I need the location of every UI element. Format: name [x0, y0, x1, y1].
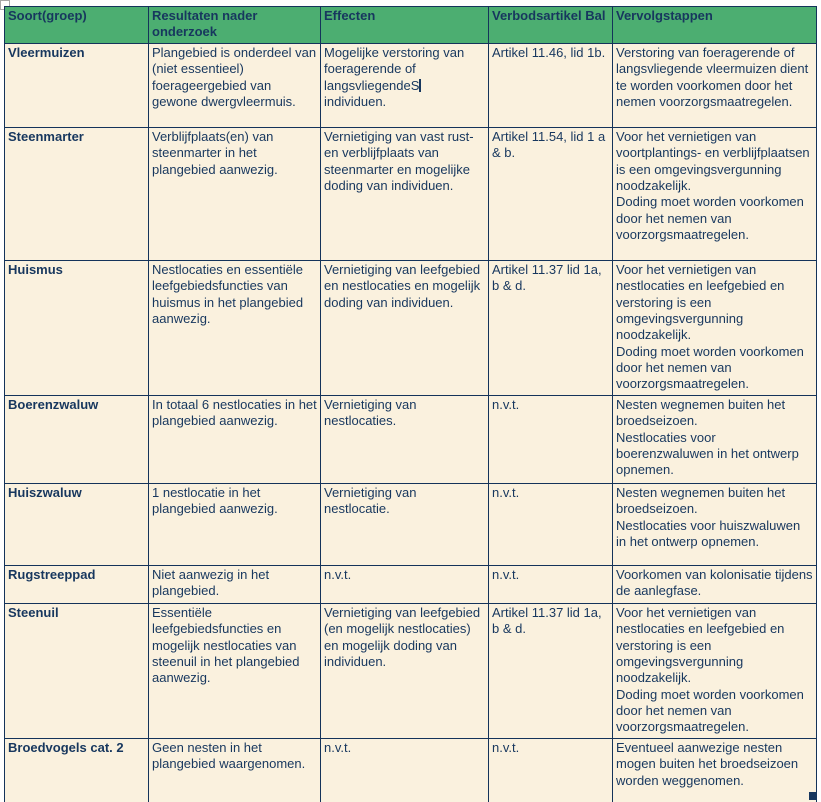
article-cell[interactable]: n.v.t.	[489, 565, 613, 603]
species-effects-table	[4, 6, 817, 802]
article-cell[interactable]: Artikel 11.37 lid 1a, b & d.	[489, 260, 613, 395]
results-cell[interactable]: In totaal 6 nestlocaties in het plangebied aanwezig.	[149, 395, 321, 483]
effects-cell[interactable]: Vernietiging van leefgebied (en mogelijk nestlocaties) en mogelijk doding van individuen.	[321, 603, 489, 738]
header-effecten[interactable]: Effecten	[321, 7, 489, 44]
followup-paragraph: Doding moet worden voorkomen door het nemen van voorzorgsmaatregelen.	[616, 686, 804, 735]
followup-cell[interactable]	[613, 483, 817, 565]
text-cursor	[419, 79, 421, 92]
table-row-broedvogels-cat-2	[5, 738, 817, 802]
effects-cell[interactable]: n.v.t.	[321, 565, 489, 603]
article-cell[interactable]: Artikel 11.54, lid 1 a & b.	[489, 127, 613, 260]
effects-cell[interactable]	[321, 43, 489, 127]
table-row-huiszwaluw	[5, 483, 817, 565]
followup-paragraph: Doding moet worden voorkomen door het nemen van voorzorgsmaatregelen.	[616, 194, 804, 242]
results-cell[interactable]: Essentiële leefgebiedsfuncties en mogelijk nestlocaties van steenuil in het plangebied aanwezig.	[149, 603, 321, 738]
followup-paragraph: Doding moet worden voorkomen door het nemen van voorzorgsmaatregelen.	[616, 343, 804, 392]
header-resultaten[interactable]: Resultaten nader onderzoek	[149, 7, 321, 44]
followup-cell[interactable]	[613, 395, 817, 483]
article-cell[interactable]: n.v.t.	[489, 483, 613, 565]
followup-paragraph: Voor het vernietigen van nestlocaties en leefgebied en verstoring is een omgevingsvergunning noodzakelijk.	[616, 261, 785, 343]
species-cell[interactable]: Broedvogels cat. 2	[5, 738, 149, 802]
followup-paragraph: Nestlocaties voor huiszwaluwen in het ontwerp opnemen.	[616, 517, 801, 549]
followup-paragraph: Nesten wegnemen buiten het broedseizoen.	[616, 396, 786, 429]
results-cell[interactable]: Nestlocaties en essentiële leefgebiedsfuncties van huismus in het plangebied aanwezig.	[149, 260, 321, 395]
followup-paragraph: Nesten wegnemen buiten het broedseizoen.	[616, 484, 786, 517]
results-cell[interactable]: Plangebied is onderdeel van (niet essentieel) foerageergebied van gewone dwergvleermuis.	[149, 43, 321, 127]
header-vervolgstappen[interactable]: Vervolgstappen	[613, 7, 817, 44]
results-cell[interactable]: 1 nestlocatie in het plangebied aanwezig.	[149, 483, 321, 565]
article-cell[interactable]: Artikel 11.37 lid 1a, b & d.	[489, 603, 613, 738]
species-cell[interactable]: Rugstreeppad	[5, 565, 149, 603]
effects-text-before-cursor: Mogelijke verstoring van foeragerende of langsvliegendeS	[324, 44, 465, 93]
table-row-steenuil	[5, 603, 817, 738]
article-cell[interactable]: Artikel 11.46, lid 1b.	[489, 43, 613, 127]
article-cell[interactable]: n.v.t.	[489, 738, 613, 802]
results-cell[interactable]: Geen nesten in het plangebied waargenomen.	[149, 738, 321, 802]
followup-paragraph: Voor het vernietigen van voortplantings- en verblijfplaatsen is een omgevingsvergunning noodzakelijk.	[616, 128, 810, 193]
followup-cell[interactable]	[613, 565, 817, 603]
followup-paragraph: Eventueel aanwezige nesten mogen buiten het broedseizoen worden weggenomen.	[616, 739, 799, 788]
article-cell[interactable]: n.v.t.	[489, 395, 613, 483]
effects-cell[interactable]: Vernietiging van vast rust- en verblijfplaats van steenmarter en mogelijke doding van individuen.	[321, 127, 489, 260]
species-cell[interactable]: Huiszwaluw	[5, 483, 149, 565]
table-resize-handle[interactable]	[809, 792, 817, 800]
followup-paragraph: Voorkomen van kolonisatie tijdens de aanlegfase.	[616, 566, 813, 599]
followup-cell[interactable]	[613, 603, 817, 738]
species-cell[interactable]: Boerenzwaluw	[5, 395, 149, 483]
effects-text-after-cursor: individuen.	[324, 93, 387, 109]
effects-cell[interactable]: Vernietiging van leefgebied en nestlocaties en mogelijk doding van individuen.	[321, 260, 489, 395]
followup-cell[interactable]	[613, 738, 817, 802]
effects-cell[interactable]: Vernietiging van nestlocaties.	[321, 395, 489, 483]
table-row-vleermuizen	[5, 43, 817, 127]
species-cell[interactable]: Steenuil	[5, 603, 149, 738]
table-row-boerenzwaluw	[5, 395, 817, 483]
header-verbodsartikel[interactable]: Verbodsartikel Bal	[489, 7, 613, 44]
species-cell[interactable]: Huismus	[5, 260, 149, 395]
table-row-rugstreeppad	[5, 565, 817, 603]
followup-paragraph: Nestlocaties voor boerenzwaluwen in het ontwerp opnemen.	[616, 429, 799, 478]
results-cell[interactable]: Niet aanwezig in het plangebied.	[149, 565, 321, 603]
followup-cell[interactable]	[613, 260, 817, 395]
followup-paragraph: Verstoring van foeragerende of langsvliegende vleermuizen dient te worden voorkomen door het nemen voorzorgsmaatregelen.	[616, 44, 809, 109]
header-row	[5, 7, 817, 44]
effects-cell[interactable]: n.v.t.	[321, 738, 489, 802]
species-cell[interactable]: Vleermuizen	[5, 43, 149, 127]
followup-cell[interactable]	[613, 43, 817, 127]
species-cell[interactable]: Steenmarter	[5, 127, 149, 260]
effects-cell[interactable]: Vernietiging van nestlocatie.	[321, 483, 489, 565]
followup-paragraph: Voor het vernietigen van nestlocaties en leefgebied en verstoring is een omgevingsvergunning noodzakelijk.	[616, 604, 785, 686]
header-soort[interactable]: Soort(groep)	[5, 7, 149, 44]
table-row-huismus	[5, 260, 817, 395]
table-row-steenmarter	[5, 127, 817, 260]
followup-cell[interactable]	[613, 127, 817, 260]
results-cell[interactable]: Verblijfplaats(en) van steenmarter in het plangebied aanwezig.	[149, 127, 321, 260]
